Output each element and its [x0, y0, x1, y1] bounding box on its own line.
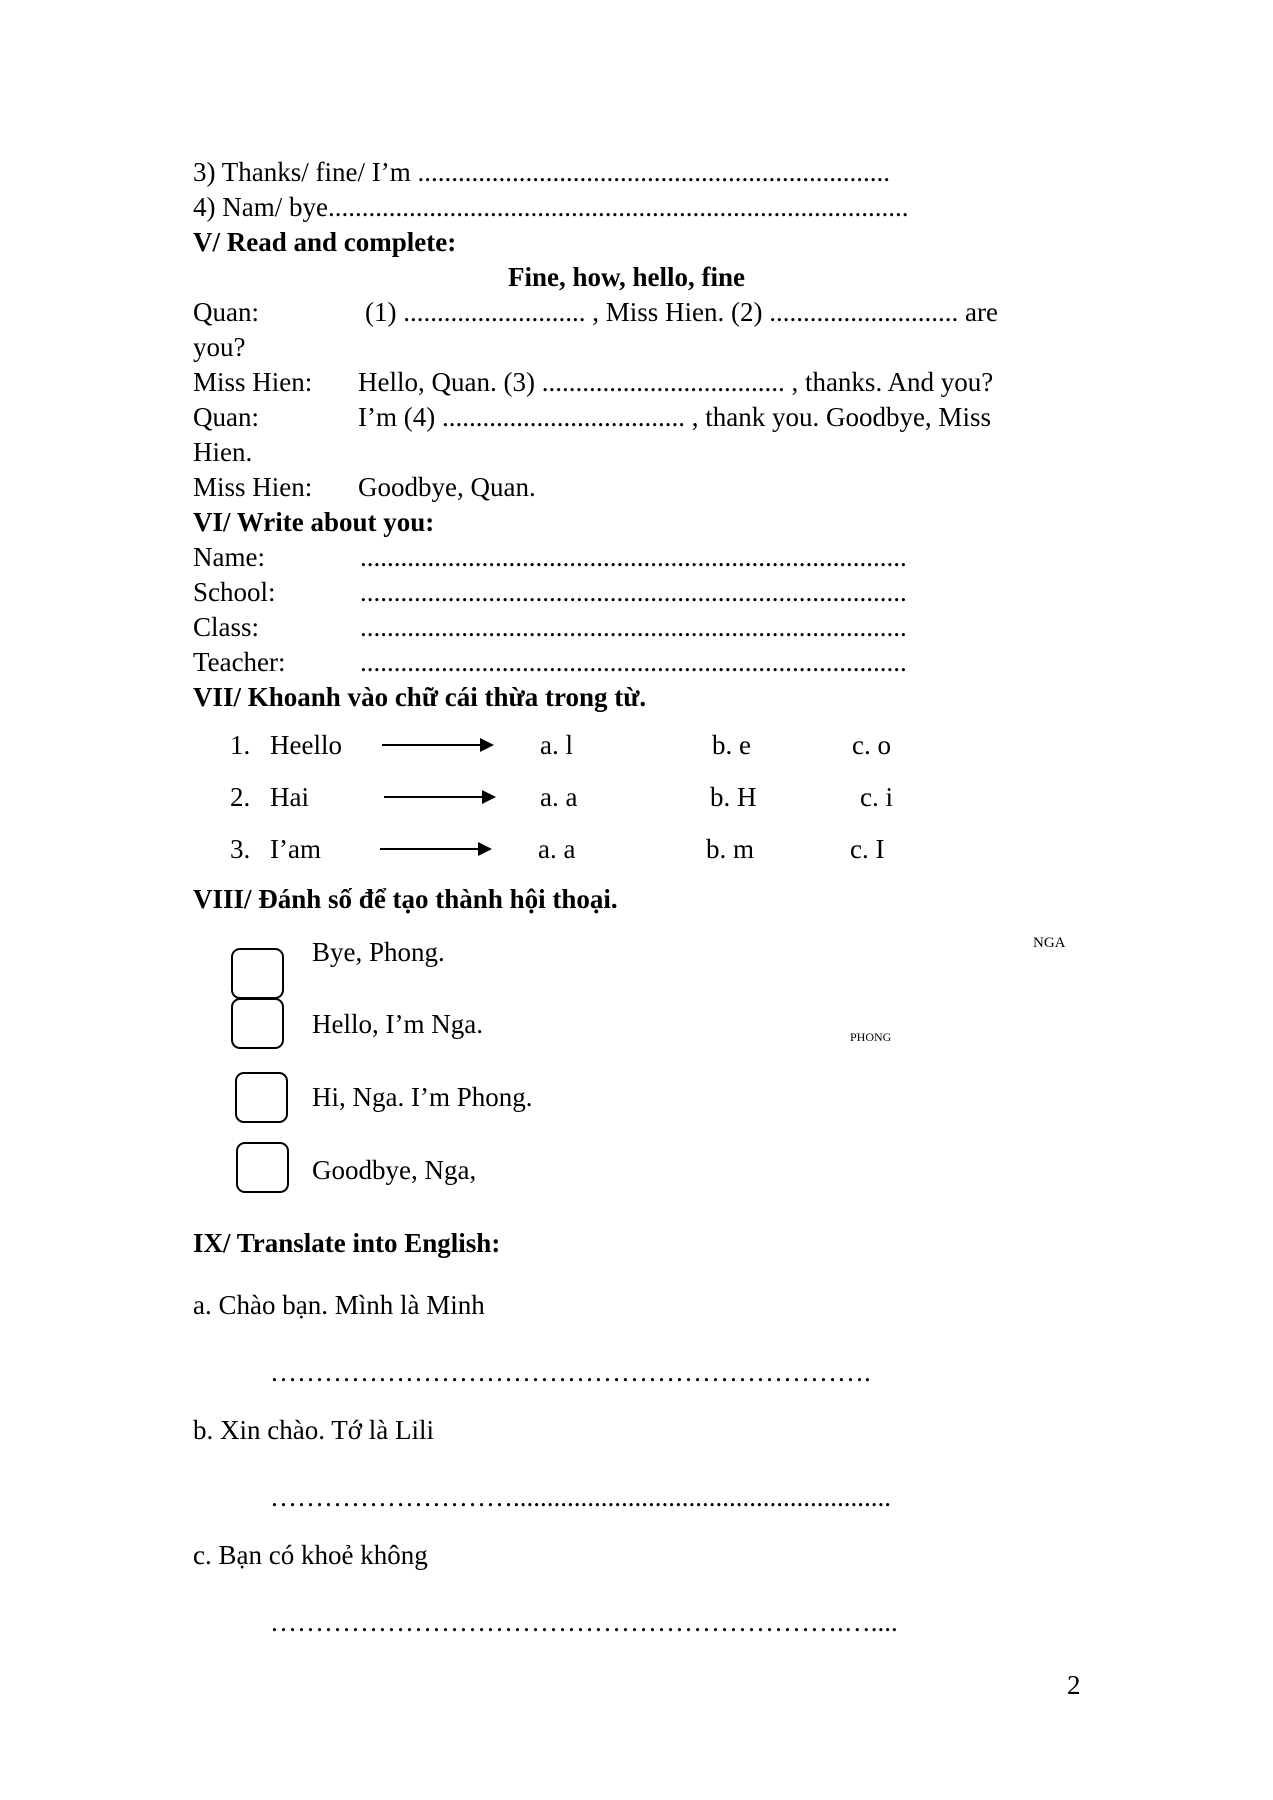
dialogue-line: (1) ........................... , Miss Hien. (2) ............................ are	[365, 297, 998, 327]
arrow-right-icon	[380, 848, 490, 850]
dialogue-line: Goodbye, Quan.	[358, 472, 536, 502]
dialogue-option: Bye, Phong.	[312, 937, 445, 967]
option-a[interactable]: a. a	[538, 834, 576, 864]
field-blank-teacher[interactable]: .................................................................................	[360, 647, 907, 677]
option-c[interactable]: c. o	[852, 730, 891, 760]
translate-prompt: a. Chào bạn. Mình là Minh	[193, 1290, 485, 1320]
dialogue-speaker: Quan:	[193, 297, 259, 327]
field-label-school: School:	[193, 577, 276, 607]
answer-line[interactable]: ……………………………………………………….…....	[270, 1607, 898, 1637]
number-box[interactable]	[235, 1072, 288, 1123]
number-box[interactable]	[236, 1142, 289, 1193]
exercise-item-3: 3) Thanks/ fine/ I’m ......................................................................	[193, 157, 890, 187]
dialogue-speaker: Quan:	[193, 402, 259, 432]
field-label-name: Name:	[193, 542, 265, 572]
section-ix-heading: IX/ Translate into English:	[193, 1228, 501, 1258]
dialogue-option: Hello, I’m Nga.	[312, 1009, 483, 1039]
translate-prompt: b. Xin chào. Tớ là Lili	[193, 1415, 434, 1445]
dialogue-speaker: Miss Hien:	[193, 472, 313, 502]
section-vii-heading: VII/ Khoanh vào chữ cái thừa trong từ.	[193, 682, 647, 712]
option-c[interactable]: c. I	[850, 834, 885, 864]
answer-line[interactable]: ………………………........................................................	[270, 1482, 891, 1512]
item-number: 2.	[230, 782, 251, 812]
answer-line[interactable]: ………………………………………………………….	[270, 1357, 871, 1387]
option-c[interactable]: c. i	[860, 782, 893, 812]
word-bank: Fine, how, hello, fine	[508, 262, 746, 292]
exercise-item-4: 4) Nam/ bye......................................................................................	[193, 192, 909, 222]
arrow-right-icon	[384, 796, 494, 798]
option-b[interactable]: b. e	[712, 730, 751, 760]
dialogue-option: Hi, Nga. I’m Phong.	[312, 1082, 533, 1112]
label-nga: NGA	[1033, 935, 1066, 951]
item-word: Hai	[270, 782, 309, 812]
dialogue-line: Hello, Quan. (3) .................................... , thanks. And you?	[358, 367, 994, 397]
section-vi-heading: VI/ Write about you:	[193, 507, 435, 537]
number-box[interactable]	[231, 998, 284, 1049]
option-b[interactable]: b. H	[710, 782, 757, 812]
item-word: I’am	[270, 834, 321, 864]
field-blank-name[interactable]: .................................................................................	[360, 542, 907, 572]
translate-prompt: c. Bạn có khoẻ không	[193, 1540, 428, 1570]
option-b[interactable]: b. m	[706, 834, 755, 864]
section-v-heading: V/ Read and complete:	[193, 227, 457, 257]
arrow-right-icon	[382, 744, 492, 746]
page-number: 2	[1067, 1670, 1081, 1700]
dialogue-line: Hien.	[193, 437, 253, 467]
field-label-teacher: Teacher:	[193, 647, 286, 677]
field-blank-school[interactable]: .................................................................................	[360, 577, 907, 607]
field-label-class: Class:	[193, 612, 260, 642]
option-a[interactable]: a. a	[540, 782, 578, 812]
item-number: 1.	[230, 730, 251, 760]
dialogue-speaker: Miss Hien:	[193, 367, 313, 397]
item-word: Heello	[270, 730, 342, 760]
number-box[interactable]	[231, 948, 284, 999]
dialogue-line: I’m (4) .................................... , thank you. Goodbye, Miss	[358, 402, 991, 432]
section-viii-heading: VIII/ Đánh số để tạo thành hội thoại.	[193, 884, 618, 914]
option-a[interactable]: a. l	[540, 730, 573, 760]
item-number: 3.	[230, 834, 251, 864]
dialogue-option: Goodbye, Nga,	[312, 1155, 477, 1185]
field-blank-class[interactable]: .................................................................................	[360, 612, 907, 642]
dialogue-line: you?	[193, 332, 246, 362]
label-phong: PHONG	[850, 1030, 892, 1044]
